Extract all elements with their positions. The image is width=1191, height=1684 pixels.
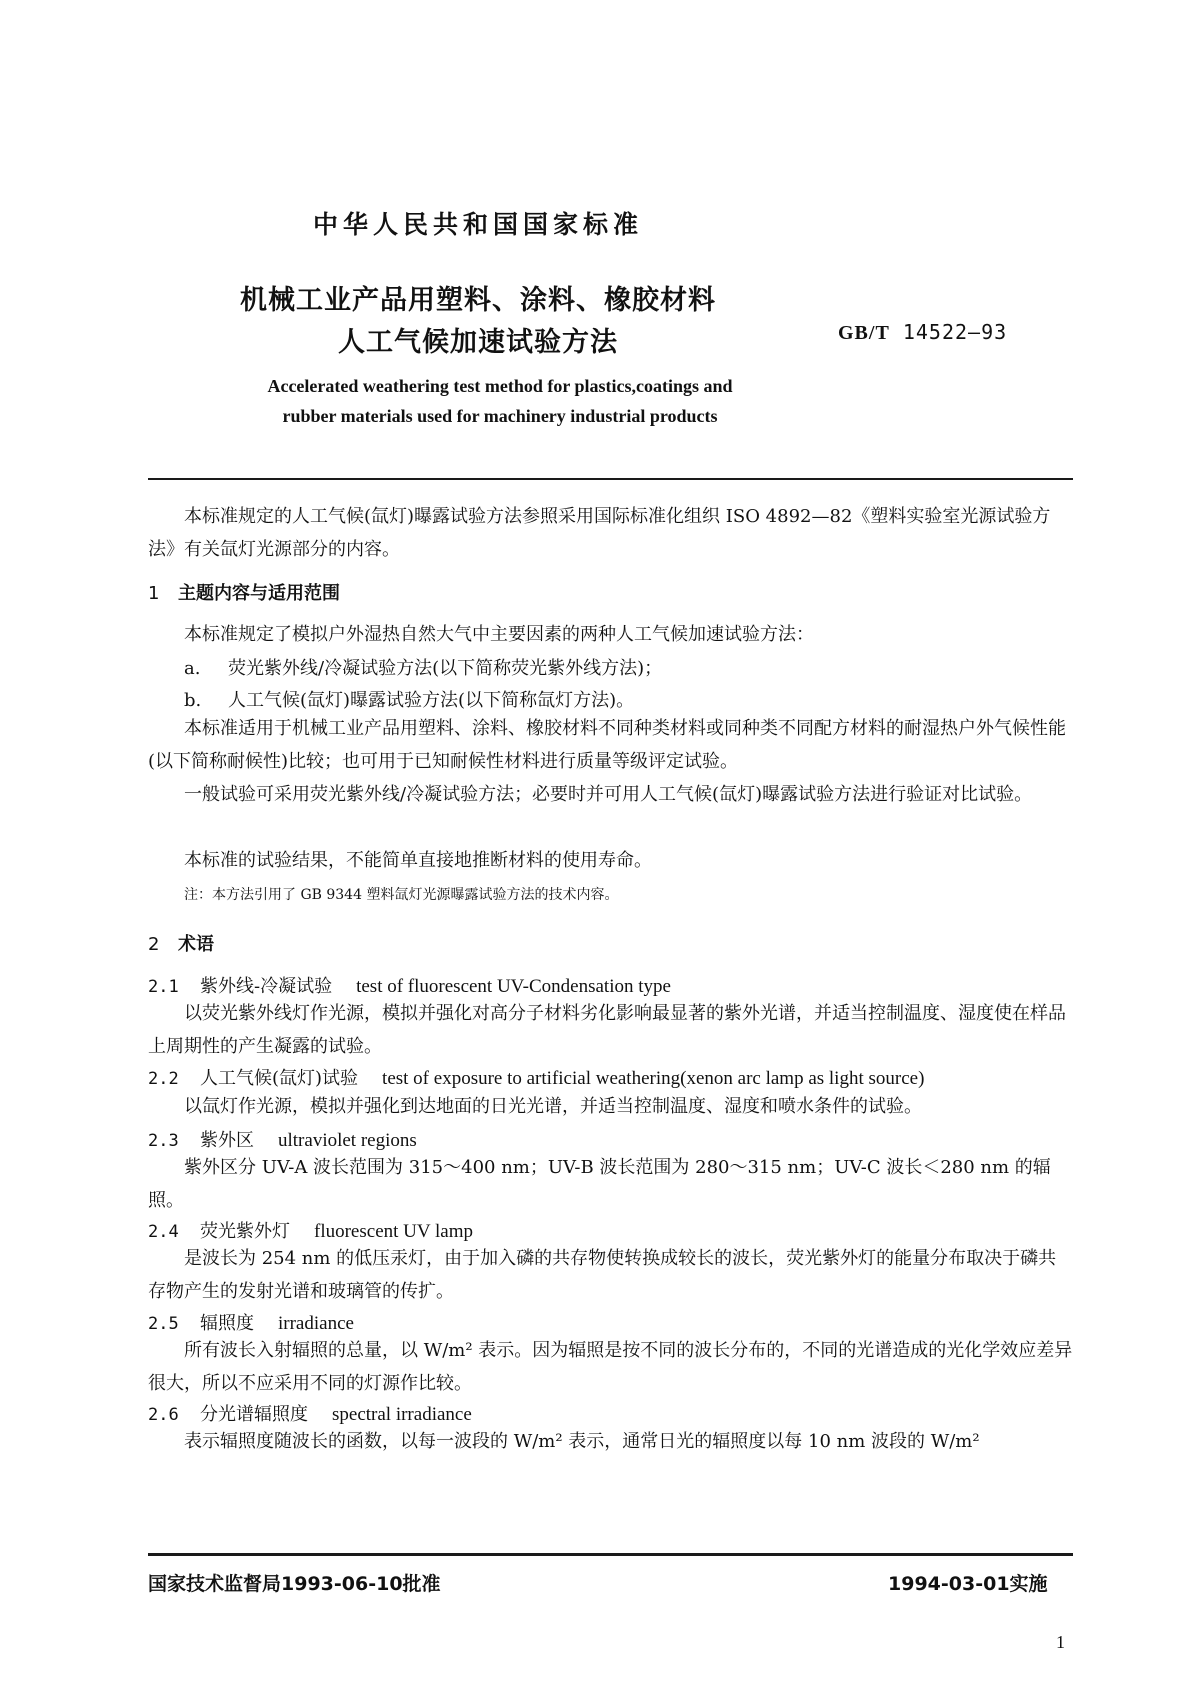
term-number: 2.4 xyxy=(148,1222,179,1242)
section-2-heading xyxy=(148,930,214,956)
term-cn: 辐照度 xyxy=(200,1313,254,1334)
term-2-6 xyxy=(148,1400,472,1426)
term-2-5 xyxy=(148,1309,354,1335)
title-cn-line1: 机械工业产品用塑料、涂料、橡胶材料 xyxy=(240,285,716,316)
section-1-para2: 一般试验可采用荧光紫外线/冷凝试验方法；必要时并可用人工气候(氙灯)曝露试验方法进行验证对比试验。 xyxy=(184,784,1033,805)
section-1-para3: 本标准的试验结果，不能简单直接地推断材料的使用寿命。 xyxy=(184,850,652,871)
title-cn-line2: 人工气候加速试验方法 xyxy=(338,327,618,358)
list-item-b xyxy=(184,686,634,712)
section-2-number: 2 xyxy=(148,934,160,955)
term-2-4-body: 是波长为 254 nm 的低压汞灯，由于加入磷的共存物使转换成较长的波长，荧光紫外灯的能量分布取决于磷共存物产生的发射光谱和玻璃管的传扩。 xyxy=(148,1248,1057,1302)
section-1-number: 1 xyxy=(148,583,160,604)
term-number: 2.2 xyxy=(148,1069,179,1089)
term-cn: 荧光紫外灯 xyxy=(200,1221,290,1242)
term-2-4 xyxy=(148,1217,473,1243)
term-number: 2.3 xyxy=(148,1131,179,1151)
title-en-line2: rubber materials used for machinery industrial products xyxy=(282,406,718,426)
section-2-title: 术语 xyxy=(178,934,214,955)
term-number: 2.1 xyxy=(148,977,179,997)
term-en: spectral irradiance xyxy=(332,1404,472,1425)
header-divider xyxy=(148,478,1073,480)
standard-number xyxy=(838,320,1007,345)
national-standard-heading: 中华人民共和国国家标准 xyxy=(312,210,643,239)
standard-prefix: GB/T xyxy=(838,322,890,344)
title-en-line1: Accelerated weathering test method for plastics,coatings and xyxy=(267,376,733,396)
standard-code: 14522—93 xyxy=(902,320,1008,344)
term-2-2 xyxy=(148,1064,924,1090)
term-2-1-body: 以荧光紫外线灯作光源，模拟并强化对高分子材料劣化影响最显著的紫外光谱，并适当控制温度、湿度使在样品上周期性的产生凝露的试验。 xyxy=(148,1003,1066,1057)
list-item-a xyxy=(184,654,662,680)
section-1-lead: 本标准规定了模拟户外湿热自然大气中主要因素的两种人工气候加速试验方法： xyxy=(184,624,814,645)
term-2-1 xyxy=(148,972,671,998)
term-en: test of exposure to artificial weathering(xenon arc lamp as light source) xyxy=(382,1068,925,1089)
term-en: ultraviolet regions xyxy=(278,1130,417,1151)
term-cn: 分光谱辐照度 xyxy=(200,1404,308,1425)
term-2-3 xyxy=(148,1126,417,1152)
term-2-2-body: 以氙灯作光源，模拟并强化到达地面的日光光谱，并适当控制温度、湿度和喷水条件的试验。 xyxy=(184,1096,922,1117)
term-number: 2.5 xyxy=(148,1314,179,1334)
list-text: 人工气候(氙灯)曝露试验方法(以下简称氙灯方法)。 xyxy=(228,690,635,711)
page-number: 1 xyxy=(1056,1632,1065,1652)
list-key: b. xyxy=(184,690,202,711)
section-1-heading xyxy=(148,579,340,605)
term-cn: 紫外区 xyxy=(200,1130,254,1151)
section-1-title: 主题内容与适用范围 xyxy=(178,583,340,604)
section-1-note: 注：本方法引用了 GB 9344 塑料氙灯光源曝露试验方法的技术内容。 xyxy=(184,887,619,903)
term-cn: 紫外线-冷凝试验 xyxy=(200,976,333,997)
term-en: test of fluorescent UV-Condensation type xyxy=(356,976,671,997)
term-2-6-body: 表示辐照度随波长的函数，以每一波段的 W/m² 表示，通常日光的辐照度以每 10 nm 波段的 W/m² xyxy=(184,1431,980,1452)
implementation-date: 1994-03-01实施 xyxy=(888,1573,1048,1595)
term-2-3-body: 紫外区分 UV-A 波长范围为 315～400 nm；UV-B 波长范围为 280～315 nm；UV-C 波长＜280 nm 的辐照。 xyxy=(148,1157,1051,1211)
term-en: irradiance xyxy=(278,1313,354,1334)
section-1-para1: 本标准适用于机械工业产品用塑料、涂料、橡胶材料不同种类材料或同种类不同配方材料的耐湿热户外气候性能(以下简称耐候性)比较；也可用于已知耐候性材料进行质量等级评定试验。 xyxy=(148,718,1066,772)
intro-paragraph: 本标准规定的人工气候(氙灯)曝露试验方法参照采用国际标准化组织 ISO 4892—82《塑料实验室光源试验方法》有关氙灯光源部分的内容。 xyxy=(148,506,1051,560)
term-2-5-body: 所有波长入射辐照的总量，以 W/m² 表示。因为辐照是按不同的波长分布的，不同的光谱造成的光化学效应差异很大，所以不应采用不同的灯源作比较。 xyxy=(148,1340,1073,1394)
term-number: 2.6 xyxy=(148,1405,179,1425)
approval-date: 国家技术监督局1993-06-10批准 xyxy=(148,1573,441,1595)
list-key: a. xyxy=(184,658,201,679)
term-en: fluorescent UV lamp xyxy=(314,1221,473,1242)
term-cn: 人工气候(氙灯)试验 xyxy=(200,1068,359,1089)
list-text: 荧光紫外线/冷凝试验方法(以下简称荧光紫外线方法)； xyxy=(228,658,663,679)
footer-divider xyxy=(148,1553,1073,1556)
